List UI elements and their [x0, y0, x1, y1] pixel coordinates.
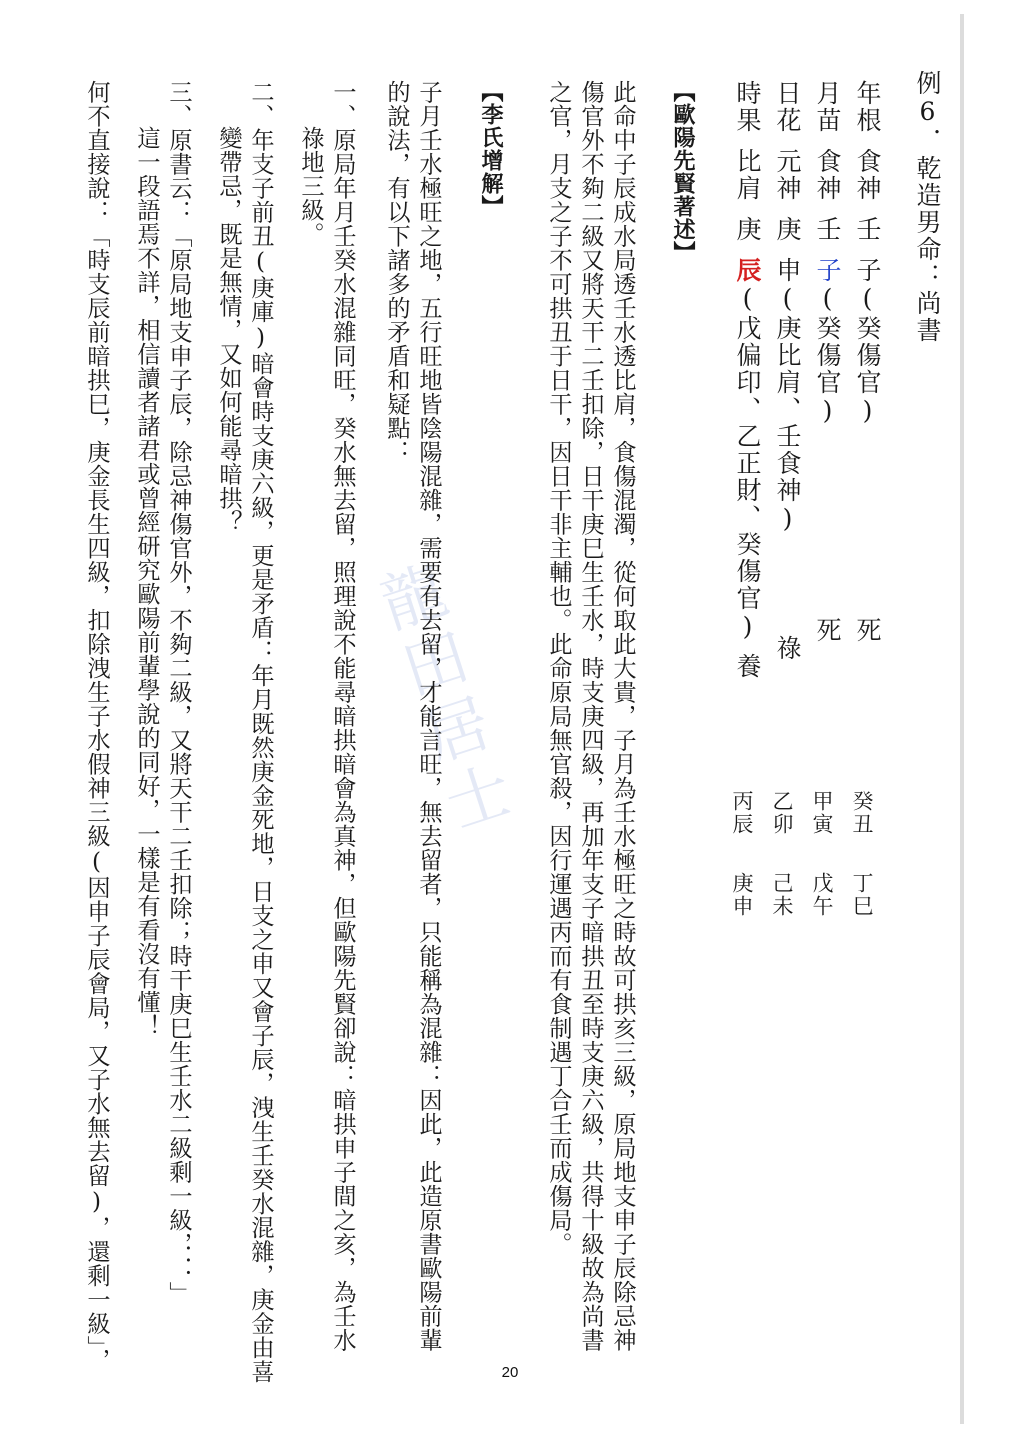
paragraph-line: 子月壬水極旺之地，五行旺地皆陰陽混雜，需要有去留，才能言旺，無去留者，只能稱為混雜：因此，此造原書歐陽前輩	[415, 80, 442, 1352]
list-item-3: 三、原書云：「原局地支申子辰，除忌神傷官外，不夠二級，又將天干二壬扣除；時干庚巳生壬水二級剩一級，．．．」	[165, 80, 192, 1306]
heavenly-stem: 庚	[773, 216, 802, 243]
chart-row-day	[775, 80, 800, 662]
chart-row-hour	[735, 80, 760, 680]
ten-god: 食神	[813, 148, 842, 202]
heavenly-stem: 壬	[813, 216, 842, 243]
watermark: 龍田居士	[362, 555, 520, 845]
list-item-3-cont: 這一段語焉不詳，相信讀者諸君或曾經研究歐陽前輩學說的同好，一樣是有看沒有懂！	[133, 126, 160, 1038]
luck-pillar-col-3	[771, 790, 792, 918]
luck-pillar: 庚申	[730, 872, 754, 918]
earthly-branch: 子	[853, 257, 882, 284]
heavenly-stem: 庚	[733, 216, 762, 243]
luck-pillar: 丙辰	[730, 790, 754, 836]
paragraph-line: 此命中子辰成水局透壬水透比肩，食傷混濁，從何取此大貴，子月為壬水極旺之時故可拱亥三級，原局地支申子辰除忌神	[609, 80, 636, 1352]
heavenly-stem: 壬	[853, 216, 882, 243]
ten-god: 比肩	[733, 148, 762, 202]
hidden-stems: (癸傷官)	[853, 284, 882, 427]
page-edge-shade	[960, 14, 964, 1424]
page-number: 20	[501, 1364, 519, 1381]
luck-pillar: 甲寅	[810, 790, 834, 836]
luck-pillar: 癸丑	[850, 790, 874, 836]
luck-pillar-col-1	[851, 790, 872, 918]
list-item-2: 二、年支子前丑(庚庫)暗會時支庚六級，更是矛盾：年月既然庚金死地，日支之申又會子辰，洩生壬癸水混雜，庚金由喜	[247, 80, 274, 1384]
luck-pillar: 己未	[770, 872, 794, 918]
growth-stage: 死	[853, 617, 882, 644]
hidden-stems: (庚比肩、壬食神)	[773, 284, 802, 535]
chart-row-year	[855, 80, 880, 644]
luck-pillar: 戊午	[810, 872, 834, 918]
hidden-stems: (戊偏印、乙正財、癸傷官)	[733, 284, 762, 643]
list-item-1: 一、原局年月壬癸水混雜同旺，癸水無去留，照理說不能尋暗拱暗會為真神，但歐陽先賢卻說：暗拱申子間之亥，為壬水	[329, 80, 356, 1352]
luck-pillar: 丁巳	[850, 872, 874, 918]
hidden-stems: (癸傷官)	[813, 284, 842, 427]
paragraph-line: 傷官外不夠二級又將天干二壬扣除，日干庚巳生壬水，時支庚四級，再加年支子暗拱丑至時支庚六級，共得十級故為尚書	[577, 80, 604, 1352]
ten-god: 元神	[773, 148, 802, 202]
pillar-label: 日花	[773, 80, 802, 134]
example-title: 例6．乾造男命：尚書	[913, 70, 942, 344]
pillar-label: 時果	[733, 80, 762, 134]
earthly-branch: 申	[773, 257, 802, 284]
paragraph-line: 何不直接說：「時支辰前暗拱巳，庚金長生四級，扣除洩生子水假神三級(因申子辰會局，又子水無去留)，還剩一級」，	[83, 80, 110, 1372]
growth-stage: 死	[813, 617, 842, 644]
ten-god: 食神	[853, 148, 882, 202]
list-item-2-cont: 變帶忌，既是無情，又如何能尋暗拱？	[215, 126, 242, 534]
luck-pillar: 乙卯	[770, 790, 794, 836]
pillar-label: 月苗	[813, 80, 842, 134]
earthly-branch-highlight: 辰	[733, 257, 762, 284]
paragraph-line: 的說法，有以下諸多的矛盾和疑點：	[383, 80, 410, 464]
chart-row-month	[815, 80, 840, 644]
luck-pillar-col-4	[731, 790, 752, 918]
paragraph-line: 之官，月支之子不可拱丑于日干，因日干非主輔也。此命原局無官殺，因行運遇丙而有食制遇丁合壬而成傷局。	[545, 80, 572, 1256]
pillar-label: 年根	[853, 80, 882, 134]
list-item-1-cont: 祿地三級。	[297, 126, 324, 246]
luck-pillar-col-2	[811, 790, 832, 918]
section-heading-li: 【李氏增解】	[478, 80, 504, 218]
section-heading-ouyang: 【歐陽先賢著述】	[670, 80, 696, 264]
earthly-branch-highlight: 子	[813, 257, 842, 284]
growth-stage: 養	[733, 653, 762, 680]
growth-stage: 祿	[773, 635, 802, 662]
